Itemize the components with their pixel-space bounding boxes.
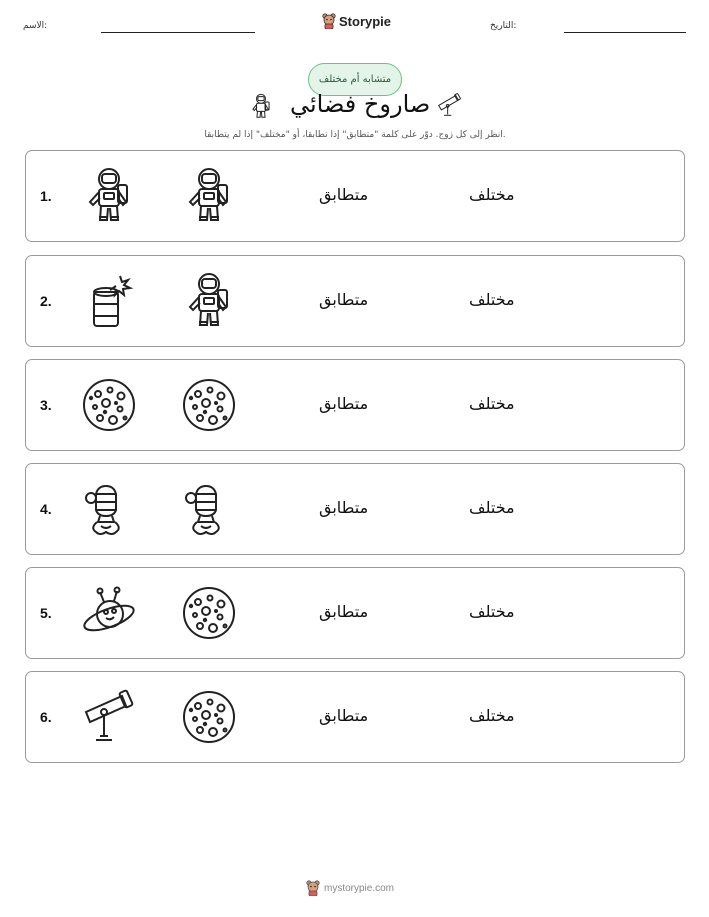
- different-option[interactable]: مختلف: [469, 498, 515, 517]
- different-option[interactable]: مختلف: [469, 290, 515, 309]
- question-row-2: [25, 255, 685, 347]
- moon-icon: [180, 376, 238, 434]
- question-number: 3.: [40, 397, 52, 413]
- name-line[interactable]: [101, 32, 255, 33]
- question-row-3: [25, 359, 685, 451]
- telescope-icon: [436, 90, 462, 120]
- footer-site[interactable]: mystorypie.com: [324, 882, 395, 894]
- same-option[interactable]: متطابق: [319, 498, 369, 517]
- astronaut-icon: [248, 90, 274, 122]
- footer: [306, 880, 394, 896]
- worksheet-title: صاروخ فضائي: [290, 90, 431, 118]
- same-option[interactable]: متطابق: [319, 602, 369, 621]
- question-number: 5.: [40, 605, 52, 621]
- storypie-bear-icon: [306, 880, 320, 896]
- rocket-icon: [80, 480, 138, 538]
- moon-icon: [180, 688, 238, 746]
- question-number: 6.: [40, 709, 52, 725]
- different-option[interactable]: مختلف: [469, 602, 515, 621]
- astronaut-icon: [180, 167, 238, 225]
- title-row: [240, 88, 480, 124]
- question-row-6: [25, 671, 685, 763]
- date-label: التاريخ:: [490, 21, 517, 31]
- different-option[interactable]: مختلف: [469, 706, 515, 725]
- brand-name: Storypie: [339, 13, 392, 29]
- same-option[interactable]: متطابق: [319, 290, 369, 309]
- name-label: الاسم:: [23, 21, 48, 31]
- moon-icon: [180, 584, 238, 642]
- telescope-icon: [80, 688, 138, 746]
- question-number: 1.: [40, 188, 52, 204]
- moon-icon: [80, 376, 138, 434]
- date-line[interactable]: [564, 32, 686, 33]
- question-row-5: [25, 567, 685, 659]
- different-option[interactable]: مختلف: [469, 185, 515, 204]
- brand-logo: [322, 13, 391, 29]
- rocket-icon: [180, 480, 238, 538]
- alien-ufo-icon: [80, 584, 138, 642]
- question-row-4: [25, 463, 685, 555]
- fuel-can-icon: [80, 272, 138, 330]
- same-option[interactable]: متطابق: [319, 706, 369, 725]
- astronaut-icon: [80, 167, 138, 225]
- different-option[interactable]: مختلف: [469, 394, 515, 413]
- storypie-bear-icon: [322, 13, 336, 29]
- worksheet-type-badge: متشابه أم مختلف: [308, 63, 402, 96]
- astronaut-icon: [180, 272, 238, 330]
- question-row-1: [25, 150, 685, 242]
- instructions-text: انظر إلى كل زوج. دوّر على كلمة "متطابق" إذا تطابقا، أو "مختلف" إذا لم يتطابقا.: [204, 130, 506, 140]
- question-number: 2.: [40, 293, 52, 309]
- same-option[interactable]: متطابق: [319, 394, 369, 413]
- question-number: 4.: [40, 501, 52, 517]
- same-option[interactable]: متطابق: [319, 185, 369, 204]
